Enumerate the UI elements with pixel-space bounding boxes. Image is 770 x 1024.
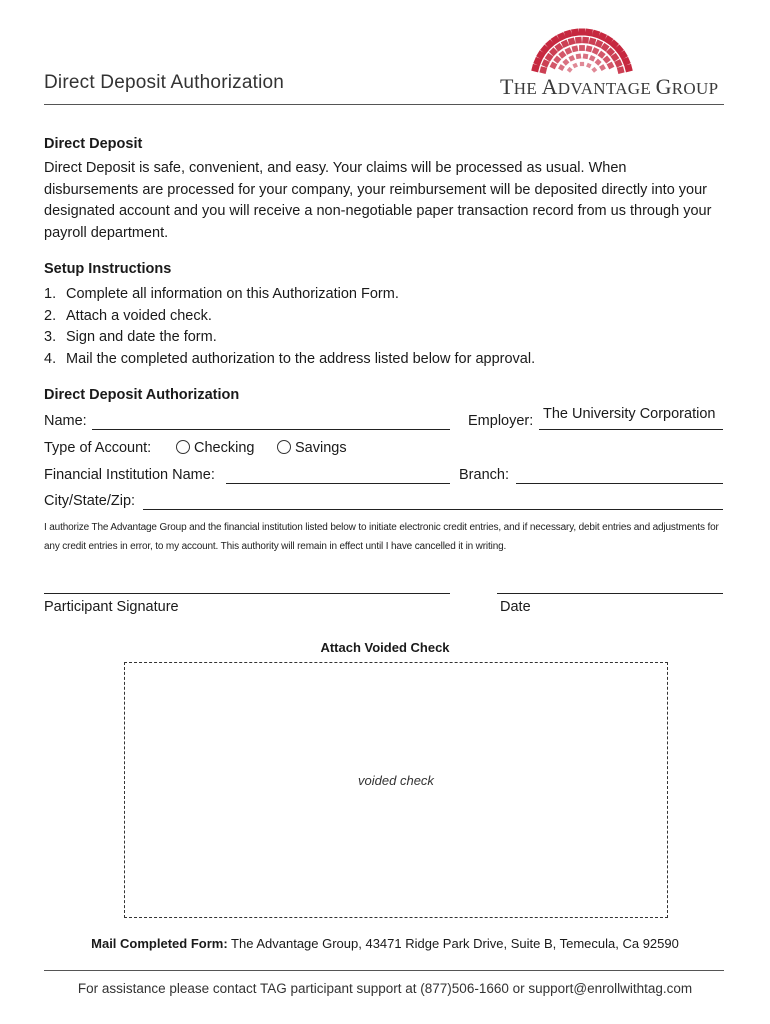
logo-dot (617, 66, 625, 74)
logo-dot (572, 45, 579, 52)
logo-dot (579, 45, 585, 51)
mail-label: Mail Completed Form: (91, 936, 228, 951)
account-type-label: Type of Account: (44, 440, 152, 456)
logo-dot (568, 55, 575, 62)
list-item: 2. Attach a voided check. (44, 307, 212, 324)
logo-dot (583, 53, 589, 59)
logo-dot (588, 37, 596, 45)
name-field[interactable] (92, 429, 450, 430)
footer-contact: For assistance please contact TAG participant support at (877)506-1660 or support@enrollwithtag.com (77, 981, 693, 996)
branch-label: Branch: (459, 467, 509, 483)
city-state-zip-field[interactable] (143, 509, 723, 510)
logo-dot (582, 37, 589, 44)
voided-check-title: Attach Voided Check (320, 640, 450, 655)
employer-label: Employer: (468, 413, 534, 429)
authorization-statement: I authorize The Advantage Group and the financial institution listed below to initiate electronic credit entries, and if necessary, debit entries and adjustments for any credit entries in error, to my account. This authority will remain in effect until I have cancelled it in writing. (44, 522, 719, 552)
company-logo (500, 28, 725, 100)
logo-dot (571, 29, 579, 37)
section-heading-authorization: Direct Deposit Authorization (44, 387, 240, 403)
logo-dot (603, 56, 611, 64)
direct-deposit-description: Direct Deposit is safe, convenient, and easy. Your claims will be processed as usual. When disbursements are processed for your company, your reimbursement will be deposited directly into your designated account and you will receive a non-negotiable paper transaction record from us through your payroll department. (44, 160, 712, 241)
logo-dot (562, 59, 569, 66)
date-line[interactable] (497, 593, 723, 594)
logo-dot (586, 63, 592, 69)
employer-field[interactable] (539, 429, 723, 430)
logo-dot (585, 29, 593, 37)
branch-field[interactable] (516, 483, 723, 484)
dots-arc-logo-icon (500, 28, 725, 74)
checking-radio[interactable] (176, 440, 190, 454)
savings-label: Savings (295, 440, 347, 456)
list-item: 1. Complete all information on this Authorization Form. (44, 286, 399, 302)
logo-dot (558, 64, 565, 71)
logo-dot (579, 29, 586, 36)
checking-option[interactable] (176, 440, 254, 456)
employer-value: The University Corporation (543, 406, 716, 422)
logo-dot (580, 62, 584, 66)
logo-dot (598, 51, 606, 59)
date-label: Date (500, 599, 531, 615)
mail-address: The Advantage Group, 43471 Ridge Park Drive, Suite B, Temecula, Ca 92590 (231, 936, 679, 951)
logo-dot (567, 67, 573, 73)
signature-label: Participant Signature (44, 599, 179, 615)
logo-dot (550, 62, 558, 70)
name-label: Name: (44, 413, 87, 429)
institution-label: Financial Institution Name: (44, 467, 215, 483)
list-item: 4. Mail the completed authorization to the address listed below for approval. (44, 350, 536, 367)
mail-instructions (0, 936, 770, 951)
logo-dot (575, 37, 582, 44)
section-heading-setup: Setup Instructions (44, 261, 172, 277)
institution-field[interactable] (226, 483, 450, 484)
logo-wordmark: THE ADVANTAGE GROUP (500, 74, 719, 99)
section-heading-direct-deposit: Direct Deposit (44, 136, 143, 152)
voided-check-placeholder: voided check (358, 773, 434, 788)
logo-dot (553, 56, 561, 64)
logo-dot (607, 62, 615, 70)
voided-check-area (124, 662, 668, 918)
logo-dot (599, 64, 606, 71)
savings-option[interactable] (277, 440, 347, 456)
logo-dot (565, 47, 573, 55)
page-title: Direct Deposit Authorization (44, 72, 285, 93)
signature-line[interactable] (44, 593, 450, 594)
logo-dot (592, 47, 600, 55)
checking-label: Checking (194, 440, 255, 456)
city-state-zip-label: City/State/Zip: (44, 493, 136, 509)
logo-dot (591, 67, 597, 73)
savings-radio[interactable] (277, 440, 291, 454)
logo-dot (558, 51, 566, 59)
logo-dot (572, 63, 578, 69)
header-divider (44, 104, 724, 105)
footer-divider (44, 970, 724, 971)
logo-dot (576, 53, 582, 59)
logo-dot (595, 59, 602, 66)
logo-dot (568, 37, 576, 45)
setup-steps-list (44, 284, 724, 370)
logo-dot (586, 45, 593, 52)
list-item: 3. Sign and date the form. (44, 329, 217, 345)
logo-dot (589, 55, 596, 62)
logo-dot (539, 66, 547, 74)
